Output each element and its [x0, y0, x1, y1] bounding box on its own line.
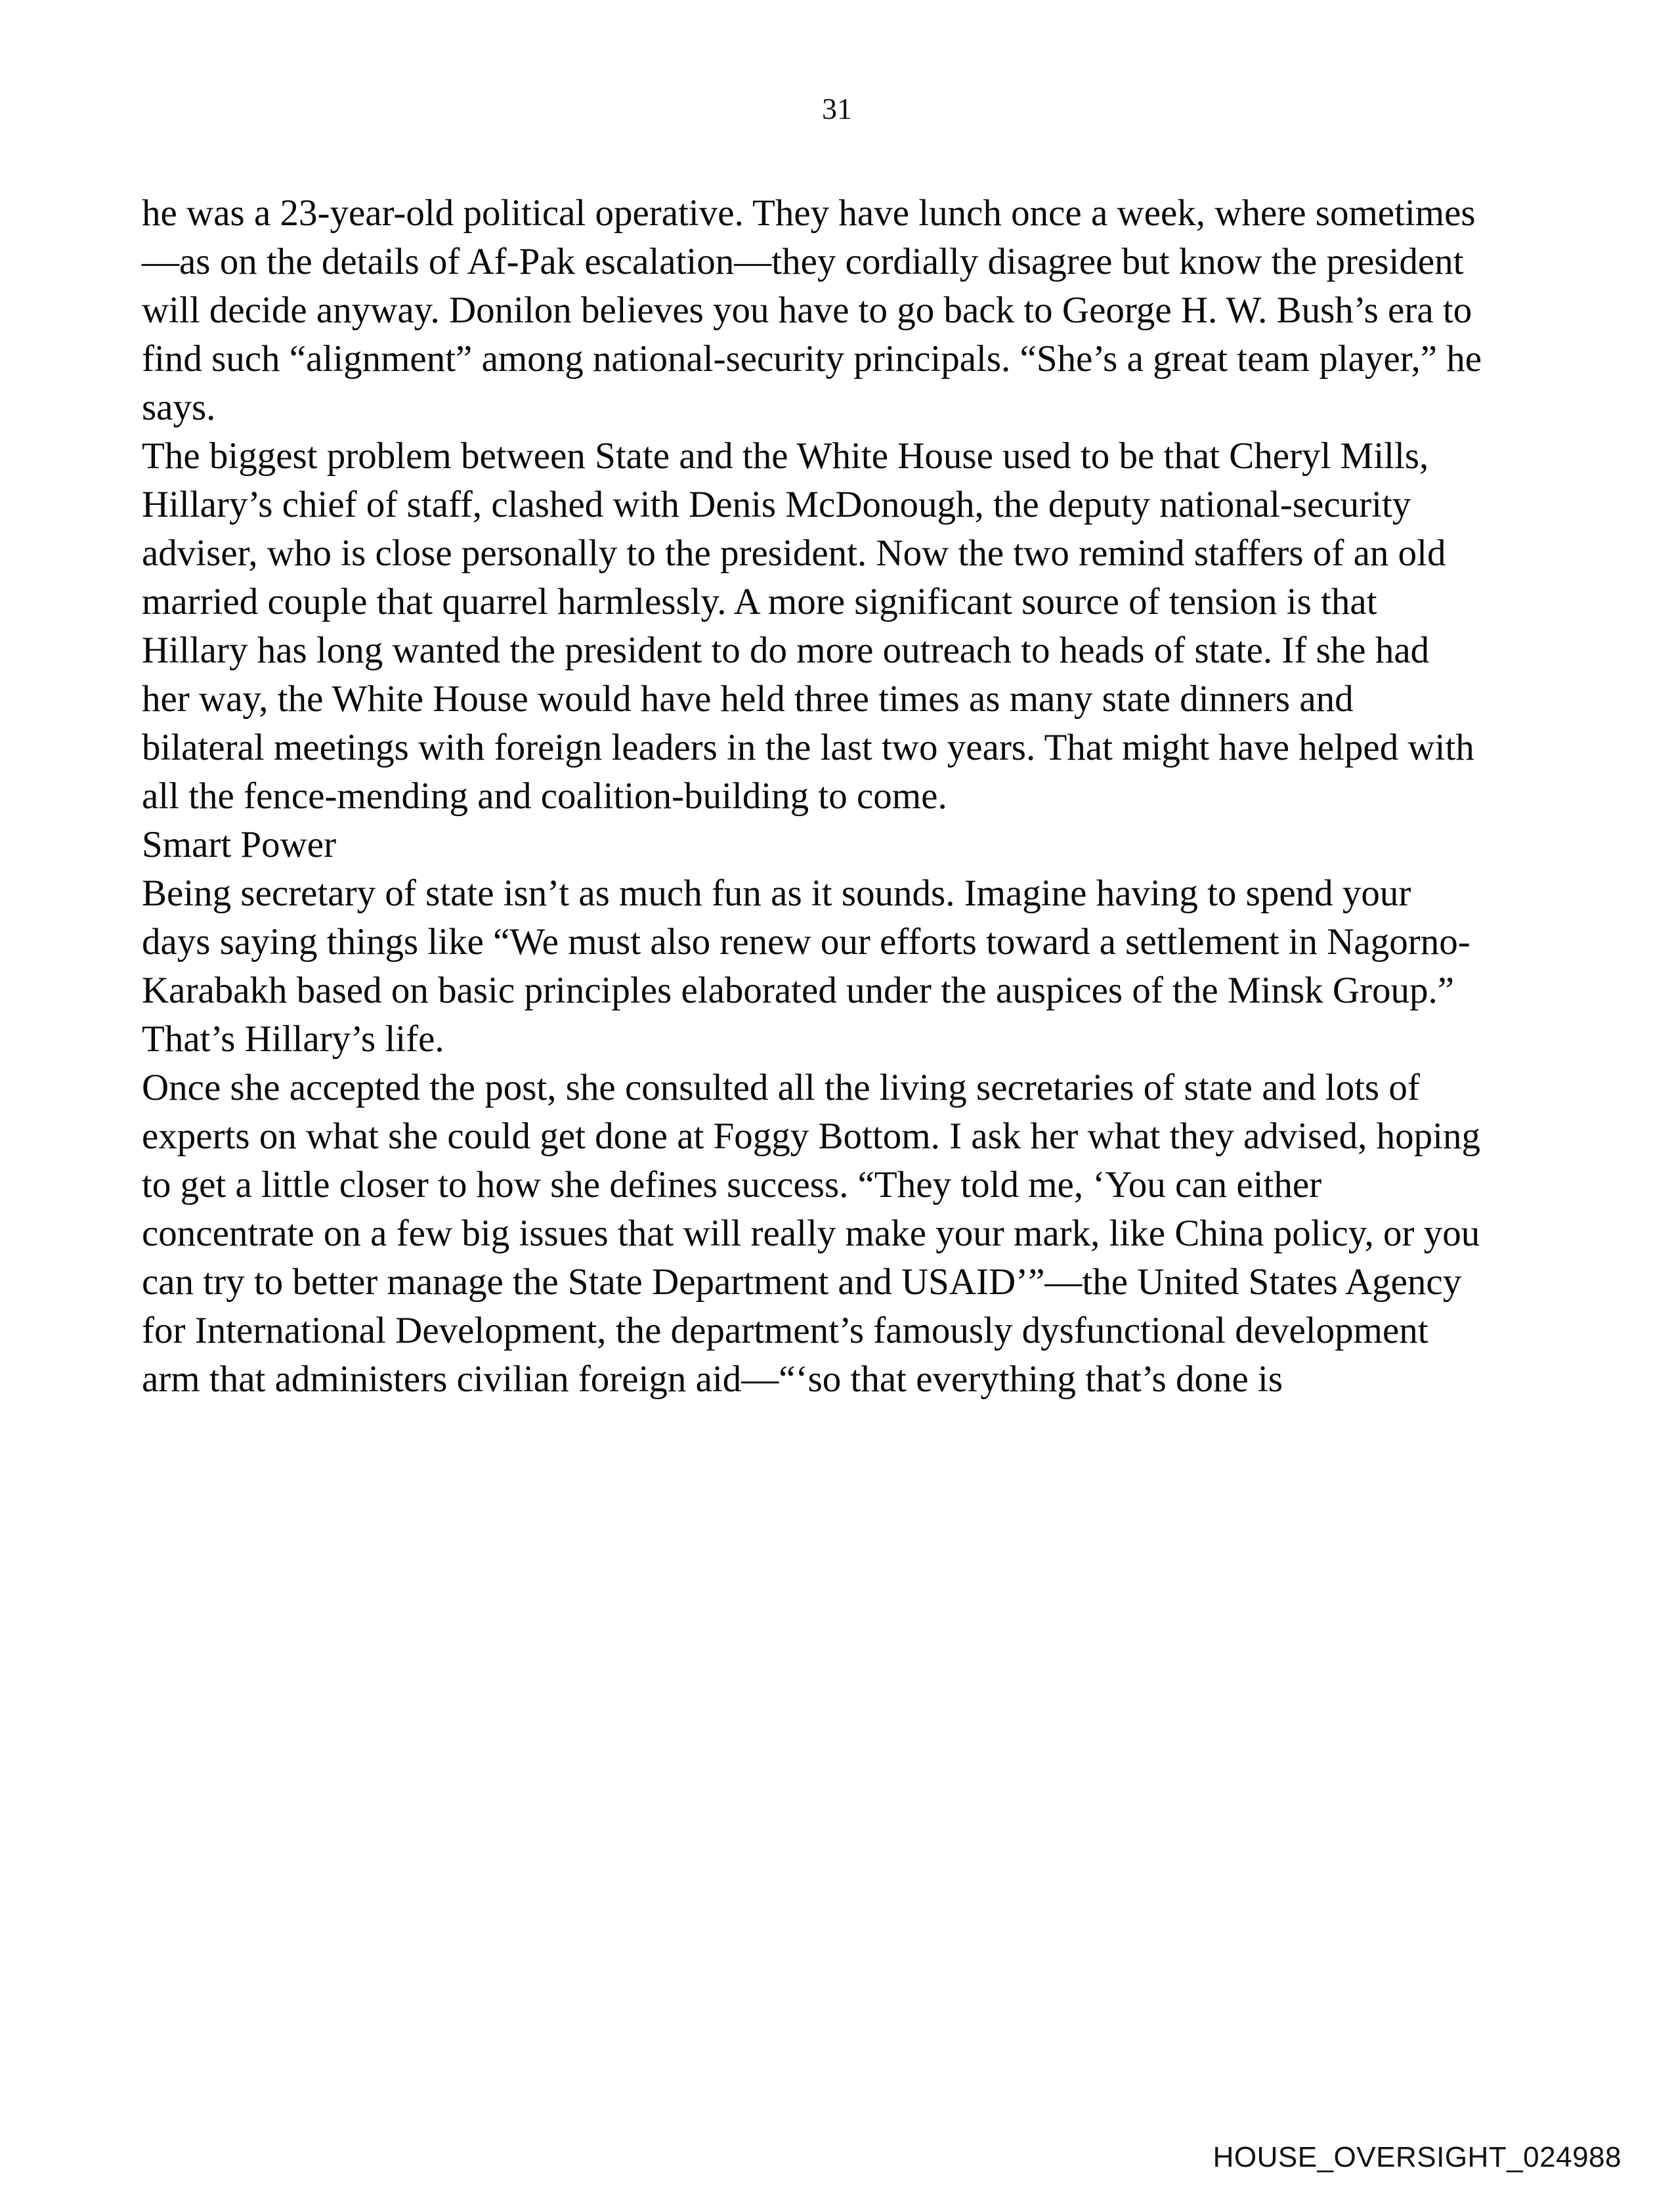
document-body: [142, 189, 1484, 1404]
paragraph: he was a 23-year-old political operative. They have lunch once a week, where sometimes—as on the details of Af-Pak escalation—they cordially disagree but know the president will decide anyway. Donilon believes you have to go back to George H. W. Bush’s era to find such “alignment” among national-security principals. “She’s a great team player,” he says.: [142, 192, 1482, 428]
paragraph: Once she accepted the post, she consulted all the living secretaries of state and lots of experts on what she could get done at Foggy Bottom. I ask her what they advised, hoping to get a little closer to how she defines success. “They told me, ‘You can either concentrate on a few big issues that will really make your mark, like China policy, or you can try to better manage the State Department and USAID’”—the United States Agency for International Development, the department’s famously dysfunctional development arm that administers civilian foreign aid—“‘so that everything that’s done is: [142, 1067, 1480, 1400]
paragraph: Being secretary of state isn’t as much fun as it sounds. Imagine having to spend your days saying things like “We must also renew our efforts toward a settlement in Nagorno-Karabakh based on basic principles elaborated under the auspices of the Minsk Group.” That’s Hillary’s life.: [142, 873, 1470, 1060]
page-number: 31: [822, 92, 852, 125]
bates-number: HOUSE_OVERSIGHT_024988: [1213, 2141, 1621, 2173]
paragraph: The biggest problem between State and the White House used to be that Cheryl Mills, Hillary’s chief of staff, clashed with Denis McDonough, the deputy national-security adviser, who is close personally to the president. Now the two remind staffers of an old married couple that quarrel harmlessly. A more significant source of tension is that Hillary has long wanted the president to do more outreach to heads of state. If she had her way, the White House would have held three times as many state dinners and bilateral meetings with foreign leaders in the last two years. That might have helped with all the fence-mending and coalition-building to come.: [142, 435, 1474, 817]
paragraph: Smart Power: [142, 824, 337, 865]
